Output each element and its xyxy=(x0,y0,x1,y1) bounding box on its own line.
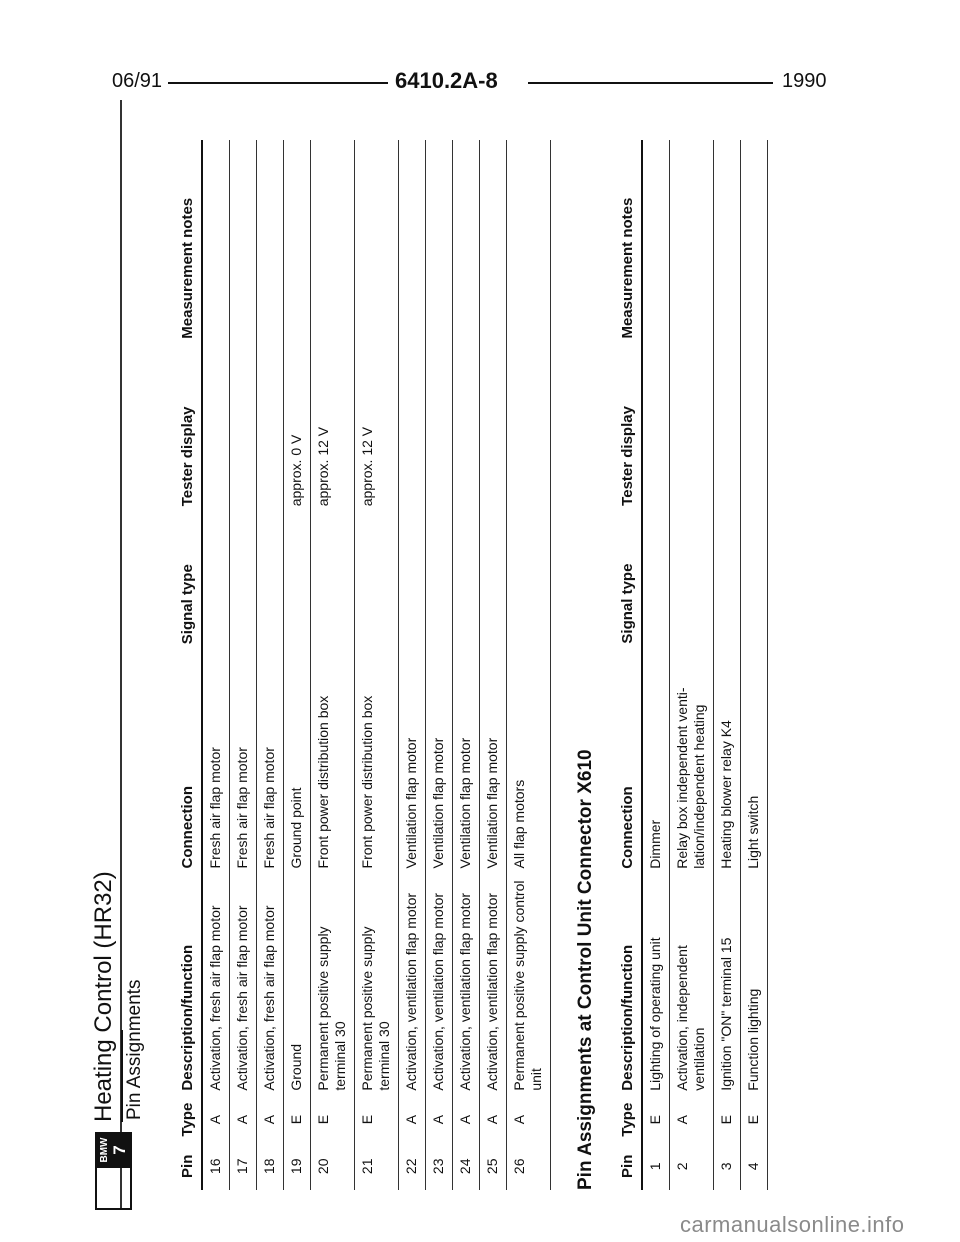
tester-display-cell xyxy=(670,345,714,512)
measurement-notes-cell xyxy=(284,140,311,345)
signal-type-cell xyxy=(230,512,257,650)
table-row xyxy=(714,140,741,1190)
col-header-type: Type xyxy=(175,1097,202,1143)
signal-type-cell xyxy=(642,512,670,650)
pin-cell: 21 xyxy=(355,1143,399,1190)
description-cell: Activation, ventilation flap motor xyxy=(399,874,426,1096)
pin-cell: 17 xyxy=(230,1143,257,1190)
table-row xyxy=(741,140,768,1190)
connection-cell: Front power distribution box xyxy=(355,650,399,874)
logo-brand: BMW xyxy=(99,1137,110,1163)
measurement-notes-cell xyxy=(741,140,768,345)
signal-type-cell xyxy=(453,512,480,650)
description-cell: Lighting of operating unit xyxy=(642,875,670,1097)
measurement-notes-cell xyxy=(230,140,257,345)
pin-cell: 23 xyxy=(426,1143,453,1190)
pin-cell: 4 xyxy=(741,1143,768,1190)
description-cell: Activation, independent ventilation xyxy=(670,875,714,1097)
rotated-page-content xyxy=(60,100,800,1210)
table-row xyxy=(642,140,670,1190)
description-cell: Activation, fresh air flap motor xyxy=(230,874,257,1096)
pin-cell: 24 xyxy=(453,1143,480,1190)
col-header-description: Description/function xyxy=(175,874,202,1096)
signal-type-cell xyxy=(426,512,453,650)
measurement-notes-cell xyxy=(202,140,230,345)
tester-display-cell xyxy=(741,345,768,512)
table-row xyxy=(311,140,355,1190)
signal-type-cell xyxy=(741,512,768,650)
col-header-type: Type xyxy=(615,1097,642,1143)
col-header-tester-display: Tester display xyxy=(175,345,202,513)
tester-display-cell: approx. 12 V xyxy=(355,345,399,513)
description-cell: Ignition "ON" terminal 15 xyxy=(714,875,741,1097)
type-cell: A xyxy=(426,1097,453,1143)
measurement-notes-cell xyxy=(311,140,355,345)
description-cell: Activation, fresh air flap motor xyxy=(202,874,230,1096)
table-row xyxy=(257,140,284,1190)
table-row xyxy=(453,140,480,1190)
col-header-measurement-notes: Measurement notes xyxy=(615,140,642,345)
connection-cell: Light switch xyxy=(741,650,768,875)
tester-display-cell xyxy=(453,345,480,513)
type-cell: A xyxy=(670,1097,714,1143)
tester-display-cell xyxy=(480,345,507,513)
type-cell: A xyxy=(480,1097,507,1143)
description-cell: Activation, fresh air flap motor xyxy=(257,874,284,1096)
page-subtitle: Pin Assignments xyxy=(124,979,145,1120)
tester-display-cell xyxy=(399,345,426,513)
pin-cell: 18 xyxy=(257,1143,284,1190)
measurement-notes-cell xyxy=(426,140,453,345)
table-row xyxy=(399,140,426,1190)
table-row xyxy=(670,140,714,1190)
type-cell: A xyxy=(230,1097,257,1143)
connection-cell: Dimmer xyxy=(642,650,670,875)
signal-type-cell xyxy=(480,512,507,650)
x610-pin-assignments-table xyxy=(615,140,768,1190)
type-cell: E xyxy=(741,1097,768,1143)
connection-cell: Ventilation flap motor xyxy=(399,650,426,874)
tester-display-cell xyxy=(257,345,284,513)
page-title: Heating Control (HR32) xyxy=(90,871,117,1122)
table-row xyxy=(480,140,507,1190)
measurement-notes-cell xyxy=(642,140,670,345)
signal-type-cell xyxy=(202,512,230,650)
type-cell: E xyxy=(284,1097,311,1143)
table-row xyxy=(355,140,399,1190)
pin-assignments-table xyxy=(175,140,551,1190)
connection-cell: Ground point xyxy=(284,650,311,874)
pin-cell: 25 xyxy=(480,1143,507,1190)
description-cell: Activation, ventilation flap motor xyxy=(426,874,453,1096)
pin-cell: 20 xyxy=(311,1143,355,1190)
col-header-connection: Connection xyxy=(175,650,202,874)
type-cell: A xyxy=(507,1097,551,1143)
pin-cell: 1 xyxy=(642,1143,670,1190)
col-header-pin: Pin xyxy=(615,1143,642,1190)
header-year: 1990 xyxy=(782,70,827,92)
connection-cell: Fresh air flap motor xyxy=(257,650,284,874)
tester-display-cell: approx. 12 V xyxy=(311,345,355,513)
type-cell: A xyxy=(202,1097,230,1143)
connection-cell: Fresh air flap motor xyxy=(230,650,257,874)
measurement-notes-cell xyxy=(670,140,714,345)
type-cell: E xyxy=(355,1097,399,1143)
header-rule-left xyxy=(168,82,388,84)
tester-display-cell xyxy=(507,345,551,513)
col-header-signal-type: Signal type xyxy=(615,512,642,650)
pin-cell: 16 xyxy=(202,1143,230,1190)
connection-cell: Fresh air flap motor xyxy=(202,650,230,874)
description-cell: Activation, ventilation flap motor xyxy=(453,874,480,1096)
pin-cell: 26 xyxy=(507,1143,551,1190)
measurement-notes-cell xyxy=(507,140,551,345)
type-cell: E xyxy=(714,1097,741,1143)
tester-display-cell xyxy=(714,345,741,512)
table-row xyxy=(284,140,311,1190)
pin-cell: 3 xyxy=(714,1143,741,1190)
signal-type-cell xyxy=(507,512,551,650)
signal-type-cell xyxy=(311,512,355,650)
description-cell: Activation, ventilation flap motor xyxy=(480,874,507,1096)
col-header-measurement-notes: Measurement notes xyxy=(175,140,202,345)
tester-display-cell xyxy=(202,345,230,513)
header-date: 06/91 xyxy=(112,70,163,92)
type-cell: A xyxy=(257,1097,284,1143)
type-cell: A xyxy=(453,1097,480,1143)
description-cell: Function lighting xyxy=(741,875,768,1097)
table-row xyxy=(230,140,257,1190)
col-header-description: Description/function xyxy=(615,875,642,1097)
measurement-notes-cell xyxy=(355,140,399,345)
description-cell: Permanent positive supply terminal 30 xyxy=(355,874,399,1096)
connection-cell: Front power distribution box xyxy=(311,650,355,874)
connection-cell: Relay box independent venti-lation/independent heating xyxy=(670,650,714,875)
measurement-notes-cell xyxy=(399,140,426,345)
watermark: carmanualsonline.info xyxy=(680,1212,905,1237)
document-number: 6410.2A-8 xyxy=(395,68,498,93)
signal-type-cell xyxy=(257,512,284,650)
tester-display-cell xyxy=(642,345,670,512)
connection-cell: All flap motors xyxy=(507,650,551,874)
description-cell: Permanent positive supply terminal 30 xyxy=(311,874,355,1096)
type-cell: E xyxy=(642,1097,670,1143)
col-header-tester-display: Tester display xyxy=(615,345,642,512)
col-header-signal-type: Signal type xyxy=(175,512,202,650)
measurement-notes-cell xyxy=(714,140,741,345)
measurement-notes-cell xyxy=(257,140,284,345)
bmw-logo xyxy=(95,1132,132,1210)
table-row xyxy=(202,140,230,1190)
signal-type-cell xyxy=(284,512,311,650)
pin-cell: 22 xyxy=(399,1143,426,1190)
signal-type-cell xyxy=(670,512,714,650)
title-rule xyxy=(121,1030,123,1122)
signal-type-cell xyxy=(714,512,741,650)
tester-display-cell xyxy=(426,345,453,513)
description-cell: Ground xyxy=(284,874,311,1096)
type-cell: E xyxy=(311,1097,355,1143)
col-header-connection: Connection xyxy=(615,650,642,875)
description-cell: Permanent positive supply control unit xyxy=(507,874,551,1096)
header-rule-right xyxy=(528,82,773,84)
connection-cell: Ventilation flap motor xyxy=(480,650,507,874)
connection-cell: Ventilation flap motor xyxy=(426,650,453,874)
type-cell: A xyxy=(399,1097,426,1143)
table-row xyxy=(426,140,453,1190)
bmw-badge xyxy=(97,1132,130,1168)
col-header-pin: Pin xyxy=(175,1143,202,1190)
table-row xyxy=(507,140,551,1190)
tester-display-cell xyxy=(230,345,257,513)
logo-series: 7 xyxy=(110,1145,129,1155)
pin-cell: 2 xyxy=(670,1143,714,1190)
signal-type-cell xyxy=(399,512,426,650)
measurement-notes-cell xyxy=(480,140,507,345)
section-title-x610: Pin Assignments at Control Unit Connector X610 xyxy=(575,749,596,1190)
pin-cell: 19 xyxy=(284,1143,311,1190)
signal-type-cell xyxy=(355,512,399,650)
measurement-notes-cell xyxy=(453,140,480,345)
connection-cell: Ventilation flap motor xyxy=(453,650,480,874)
connection-cell: Heating blower relay K4 xyxy=(714,650,741,875)
tester-display-cell: approx. 0 V xyxy=(284,345,311,513)
